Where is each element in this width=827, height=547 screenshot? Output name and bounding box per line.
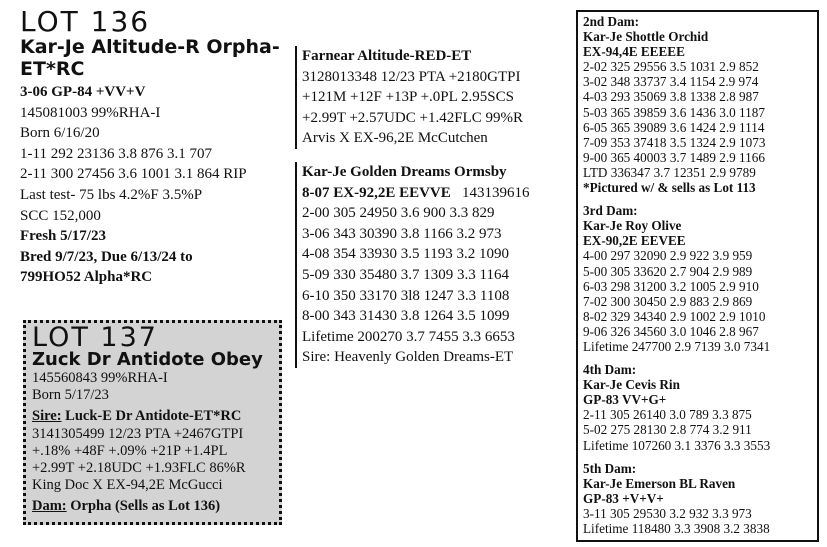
dam-classification <box>302 183 582 204</box>
dam-lifetime-line: Lifetime 247700 2.9 7139 3.0 7341 <box>583 338 771 354</box>
sire-name: Luck-E Dr Antidote-ET*RC <box>61 408 242 425</box>
dam-heading: 4th Dam: <box>583 362 637 378</box>
bred-line: Bred 9/7/23, Due 6/13/24 to <box>20 248 193 265</box>
sire-pta-line: +2.99T +2.18UDC +1.93FLC 86%R <box>32 460 246 477</box>
dam-record-line: 3-06 343 30390 3.8 1166 3.2 973 <box>302 225 502 242</box>
dam-name: Kar-Je Golden Dreams Ormsby <box>302 164 507 180</box>
sire-name: Farnear Altitude-RED-ET <box>302 48 472 64</box>
dam-lifetime-line: Lifetime 118480 3.3 3908 3.2 3838 <box>583 521 770 536</box>
registration-line: 145081003 99%RHA-I <box>20 104 161 121</box>
dam-lifetime-line: Lifetime 200270 3.7 7455 3.3 6653 <box>302 328 515 345</box>
fresh-line: Fresh 5/17/23 <box>20 228 106 245</box>
bred-sire-line: 799HO52 Alpha*RC <box>20 269 153 286</box>
dam-record-line: 5-03 365 39859 3.6 1436 3.0 1187 <box>583 104 765 120</box>
sire-label: Sire: <box>32 408 62 425</box>
dam-classification: EX-94,4E EEEEE <box>583 44 685 60</box>
dam-record-line: 3-02 348 33737 3.4 1154 2.9 974 <box>583 74 759 90</box>
lot-137-sire-heading <box>32 408 273 425</box>
dam-sire-line: Sire: Heavenly Golden Dreams-ET <box>302 349 514 366</box>
lot-136-section <box>20 5 290 288</box>
dam-record-line: 4-08 354 33930 3.5 1193 3.2 1090 <box>302 246 509 263</box>
dam-record-line: 7-02 300 30450 2.9 883 2.9 869 <box>583 293 753 309</box>
dam-record-line: 2-00 305 24950 3.6 900 3.3 829 <box>302 205 495 222</box>
dam-record-line: 3-11 305 29530 3.2 932 3.3 973 <box>583 505 752 521</box>
dam-record-line: 6-05 365 39089 3.6 1424 2.9 1114 <box>583 119 765 135</box>
dam-name: Kar-Je Roy Olive <box>583 218 682 234</box>
dam-record-line: 4-00 297 32090 2.9 922 3.9 959 <box>583 248 753 264</box>
dam-record-line: 2-11 305 26140 3.0 789 3.3 875 <box>583 407 752 423</box>
dam-heading: 3rd Dam: <box>583 203 638 219</box>
dam-class-score: 8-07 EX-92,2E EEVVE <box>302 184 451 201</box>
dam-record-line: 9-06 326 34560 3.0 1046 2.8 967 <box>583 323 759 339</box>
second-dam-block <box>583 14 812 195</box>
birth-date-line: Born 6/16/20 <box>20 125 100 142</box>
lot-136-cow-name: Kar-Je Altitude-R Orpha-ET*RC <box>20 36 280 80</box>
dam-record-line: 8-00 343 31430 3.8 1264 3.5 1099 <box>302 308 510 325</box>
lot-136-dam-block <box>295 162 582 368</box>
sire-pedigree-line: Arvis X EX-96,2E McCutchen <box>302 130 488 147</box>
pedigree-box <box>576 10 819 542</box>
lot-136-details <box>20 82 290 288</box>
dam-heading: 2nd Dam: <box>583 14 640 29</box>
lot-136-title: LOT 136 <box>20 5 151 38</box>
birth-date-line: Born 5/17/23 <box>32 387 109 404</box>
dam-registration: 143139616 <box>462 184 530 201</box>
dam-lifetime-line: LTD 336347 3.7 12351 2.9 9789 <box>583 164 756 180</box>
dam-lifetime-line: Lifetime 107260 3.1 3376 3.3 3553 <box>583 437 771 453</box>
dam-record-line: 5-02 275 28130 2.8 774 3.2 911 <box>583 422 752 438</box>
dam-record-line: 2-02 325 29556 3.5 1031 2.9 852 <box>583 59 759 75</box>
dam-record-line: 9-00 365 40003 3.7 1489 2.9 1166 <box>583 149 765 165</box>
dam-record-line: 6-10 350 33170 3l8 1247 3.3 1108 <box>302 287 510 304</box>
sire-pta-line: +.18% +48F +.09% +21P +1.4PL <box>32 442 228 459</box>
sire-pta-line: 3141305499 12/23 PTA +2467GTPI <box>32 425 244 442</box>
dam-record-line: 7-09 353 37418 3.5 1324 2.9 1073 <box>583 134 766 150</box>
registration-line: 145560843 99%RHA-I <box>32 370 168 386</box>
classification-line: 3-06 GP-84 +VV+V <box>20 84 146 100</box>
dam-record-line: 6-03 298 31200 3.2 1005 2.9 910 <box>583 278 759 294</box>
sire-pta-line: +121M +12F +13P +.0PL 2.95SCS <box>302 89 514 106</box>
dam-classification: GP-83 VV+G+ <box>583 392 667 408</box>
lot-137-cow-name: Zuck Dr Antidote Obey <box>32 349 263 370</box>
third-dam-block <box>583 203 812 354</box>
lot-137-dam-line <box>32 498 273 515</box>
dam-note: *Pictured w/ & sells as Lot 113 <box>583 180 756 196</box>
record-line: 1-11 292 23136 3.8 876 3.1 707 <box>20 145 212 162</box>
dam-record-line: 4-03 293 35069 3.8 1338 2.8 987 <box>583 89 759 105</box>
lot-137-section <box>23 320 282 525</box>
fourth-dam-block <box>583 362 812 453</box>
dam-classification: GP-83 +V+V+ <box>583 490 664 506</box>
dam-label: Dam: <box>32 498 67 515</box>
dam-classification: EX-90,2E EEVEE <box>583 233 686 249</box>
scc-line: SCC 152,000 <box>20 207 101 224</box>
dam-name: Kar-Je Cevis Rin <box>583 377 680 393</box>
dam-text: Orpha (Sells as Lot 136) <box>66 498 221 515</box>
dam-name: Kar-Je Emerson BL Raven <box>583 475 736 491</box>
record-line: 2-11 300 27456 3.6 1001 3.1 864 RIP <box>20 166 247 183</box>
lot-136-sire-block <box>295 46 582 149</box>
sire-pta-line: 3128013348 12/23 PTA +2180GTPI <box>302 68 521 85</box>
last-test-line: Last test- 75 lbs 4.2%F 3.5%P <box>20 186 203 203</box>
dam-record-line: 5-09 330 35480 3.7 1309 3.3 1164 <box>302 266 509 283</box>
dam-heading: 5th Dam: <box>583 460 637 476</box>
sire-pedigree-line: King Doc X EX-94,2E McGucci <box>32 477 223 494</box>
fifth-dam-block <box>583 461 812 536</box>
dam-record-line: 8-02 329 34340 2.9 1002 2.9 1010 <box>583 308 766 324</box>
sire-pta-line: +2.99T +2.57UDC +1.42FLC 99%R <box>302 109 523 126</box>
lot-137-title: LOT 137 <box>32 322 158 353</box>
dam-name: Kar-Je Shottle Orchid <box>583 29 709 45</box>
dam-record-line: 5-00 305 33620 2.7 904 2.9 989 <box>583 263 753 279</box>
